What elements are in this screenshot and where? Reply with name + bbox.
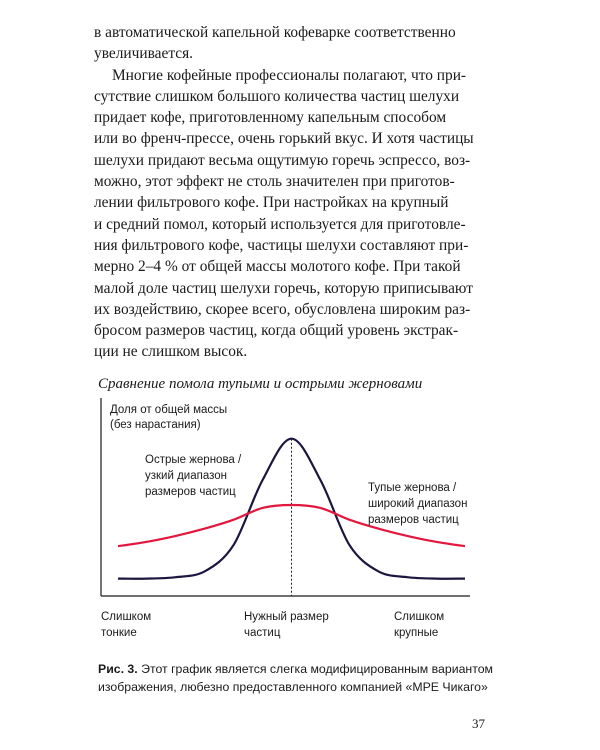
caption-text: изображения, любезно предоставленного компанией «MPE Чикаго» [98,680,488,694]
body-line: сутствие слишком большого количества частиц шелухи [94,87,460,105]
body-line: бросом размеров частиц, когда общий уровень экстрак- [94,322,459,340]
y-axis-label-line: (без нарастания) [110,419,201,431]
chart-title: Сравнение помола тупыми и острыми жерновами [98,376,423,392]
figure-caption [98,660,538,696]
caption-label: Рис. 3. [98,662,138,676]
body-line: их воздействию, скорее всего, обусловлена широким раз- [94,300,471,318]
body-line: шелухи придают весьма ощутимую горечь эспрессо, воз- [94,151,471,169]
blunt-burrs-label-line: Тупые жернова / [368,482,457,494]
body-line: можно, этот эффект не столь значителен при приготов- [94,173,455,191]
body-line: или во френч-прессе, очень горький вкус. И хотя частицы [94,130,474,148]
body-line: Многие кофейные профессионалы полагают, что при- [112,66,467,84]
x-label-coarse-line: крупные [394,627,439,639]
sharp-burrs-label-line: узкий диапазон [145,470,228,482]
sharp-burrs-label-line: размеров частиц [145,486,236,498]
body-line: малой доле частиц шелухи горечь, которую приписывают [94,279,473,297]
body-line: и средний помол, который используется для приготовле- [94,215,466,233]
x-label-target-line: частиц [244,627,281,639]
body-line: ции не слишком высок. [94,343,248,361]
body-line: в автоматической капельной кофеварке соответственно [94,24,456,41]
body-line: увеличивается. [94,45,193,63]
x-label-target-line: Нужный размер [244,611,329,623]
body-line: ния фильтрового кофе, частицы шелухи составляют при- [94,236,469,254]
body-line: придает кофе, приготовленному капельным способом [94,109,447,127]
blunt-burrs-label-line: широкий диапазон [368,498,468,510]
caption-text: Этот график является слегка модифицированным вариантом [141,662,493,676]
sharp-burrs-label-line: Острые жернова / [145,454,242,466]
body-line: мерно 2–4 % от общей массы молотого кофе. При такой [94,258,461,276]
x-label-fine-line: Слишком [101,611,152,623]
x-label-fine-line: тонкие [101,627,137,639]
body-text [94,22,494,363]
grind-comparison-chart [0,390,600,648]
blunt-burrs-label-line: размеров частиц [368,514,459,526]
y-axis-label-line: Доля от общей массы [110,404,228,416]
page-number: 37 [472,716,485,731]
body-line: лении фильтрового кофе. При настройках на крупный [94,194,449,212]
x-label-coarse-line: Слишком [394,611,445,623]
